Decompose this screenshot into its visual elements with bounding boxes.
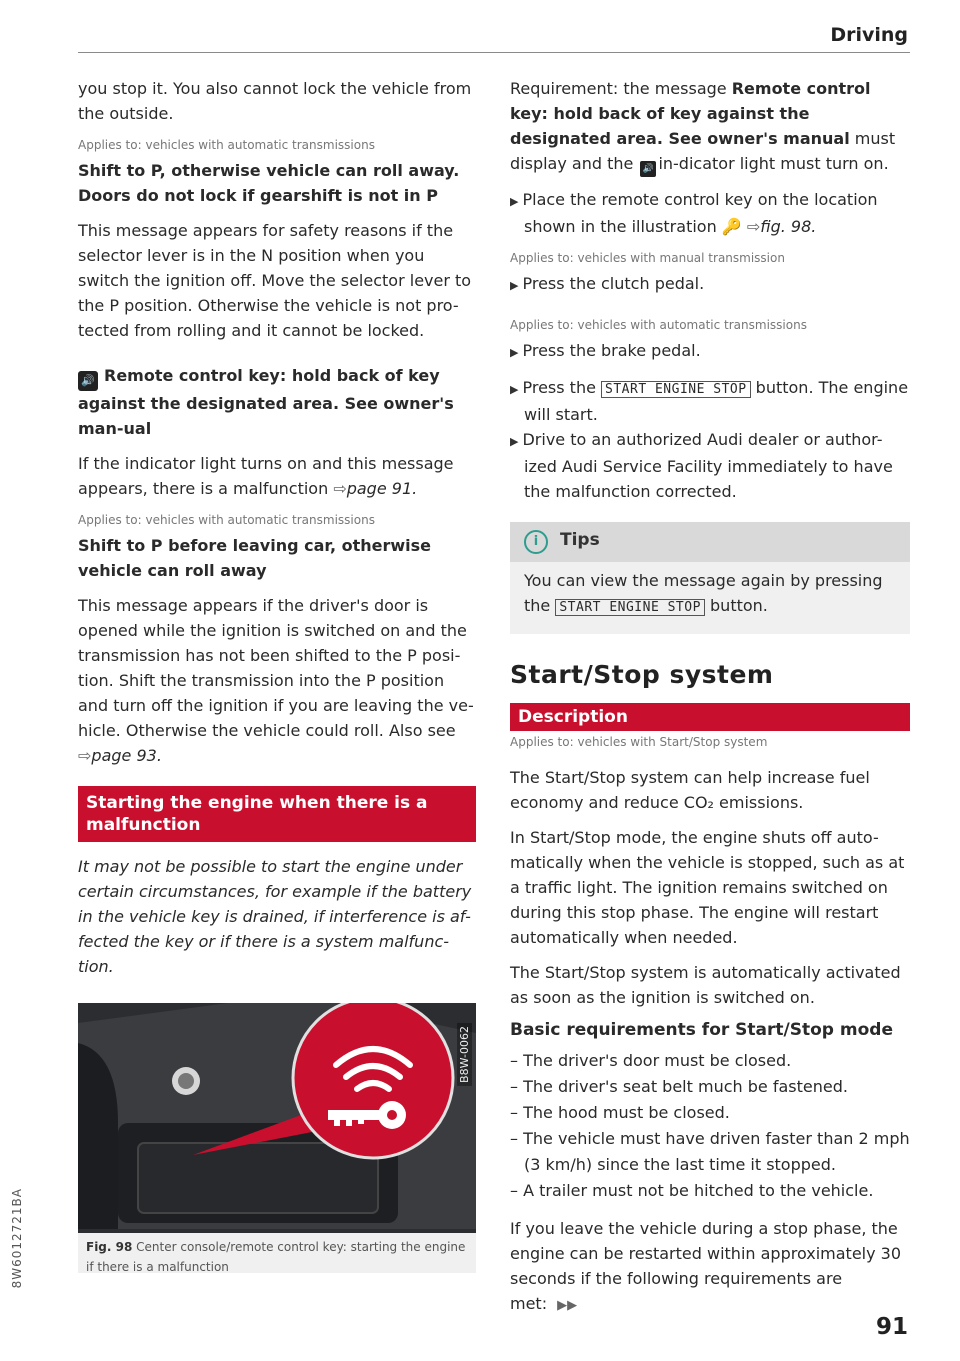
applies-note: Applies to: vehicles with automatic transmissions bbox=[78, 513, 375, 527]
continue-arrow-icon: ▶▶ bbox=[557, 1298, 578, 1313]
left-column bbox=[78, 76, 476, 1273]
applies-note: Applies to: vehicles with manual transmission bbox=[510, 251, 785, 265]
paragraph-leaving-car: This message appears if the driver's door is opened while the ignition is switched on and the transmission has not been shifted to the P posi-tion. Shift the transmission into the P position and turn off the ignition if you are leaving the ve-hicle. Otherwise the vehicle could roll. Also see ⇨page 93. bbox=[78, 596, 474, 765]
message-heading-leaving-car: Shift to P before leaving car, otherwise vehicle can roll away bbox=[78, 536, 431, 580]
arrow-right-icon: ⇨ bbox=[746, 217, 761, 236]
paragraph-remote-key: If the indicator light turns on and this message appears, there is a malfunction ⇨page 91. bbox=[78, 454, 454, 498]
section-heading-malfunction: Starting the engine when there is a malfunction bbox=[78, 786, 476, 842]
step-start-button: ▶ Press the START ENGINE STOP button. The engine will start. bbox=[510, 378, 909, 424]
page-link[interactable]: ⇨page 93. bbox=[78, 746, 162, 765]
triangle-bullet-icon: ▶ bbox=[510, 346, 519, 359]
paragraph-stop-phase: If you leave the vehicle during a stop phase, the engine can be restarted within approximately 30 seconds if the following requirements are met: ▶▶ bbox=[510, 1219, 902, 1313]
tips-body: You can view the message again by pressing the START ENGINE STOP button. bbox=[524, 571, 883, 615]
paragraph-shift-p: This message appears for safety reasons if the selector lever is in the N position when you switch the ignition off. Move the selector lever to the P position. Otherwise the vehicle is not pro-tected from rolling and it cannot be locked. bbox=[78, 221, 472, 340]
right-column bbox=[510, 76, 910, 1328]
key-signal-icon: 🔊 bbox=[640, 161, 656, 177]
triangle-bullet-icon: ▶ bbox=[510, 279, 519, 292]
start-engine-stop-key: START ENGINE STOP bbox=[555, 599, 705, 616]
subheading-requirements: Basic requirements for Start/Stop mode bbox=[510, 1020, 893, 1040]
section-title: Driving bbox=[830, 24, 908, 46]
message-heading-remote-key: 🔊 Remote control key: hold back of key against the designated area. See owner's man-ual bbox=[78, 366, 454, 438]
key-signal-small-icon: 🔑 bbox=[721, 217, 742, 236]
page-link[interactable]: ⇨page 91. bbox=[333, 479, 418, 498]
arrow-right-icon: ⇨ bbox=[78, 746, 92, 765]
list-item: – The vehicle must have driven faster than 2 mph (3 km/h) since the last time it stopped. bbox=[510, 1129, 910, 1174]
info-icon: i bbox=[524, 530, 548, 554]
figure-98 bbox=[78, 1003, 476, 1273]
step-place-key: ▶ Place the remote control key on the location shown in the illustration 🔑 ⇨fig. 98. bbox=[510, 190, 878, 236]
header-rule bbox=[78, 52, 910, 53]
figure-code: B8W-0062 bbox=[457, 1023, 472, 1086]
step-dealer: ▶ Drive to an authorized Audi dealer or author-ized Audi Service Facility immediately to have the malfunction corrected. bbox=[510, 430, 893, 501]
console-illustration bbox=[78, 1003, 476, 1229]
tips-box bbox=[510, 522, 910, 634]
triangle-bullet-icon: ▶ bbox=[510, 195, 519, 208]
applies-note: Applies to: vehicles with automatic transmissions bbox=[510, 318, 807, 332]
step-clutch: ▶ Press the clutch pedal. bbox=[510, 274, 705, 293]
tips-header: i Tips bbox=[510, 522, 910, 562]
list-item: – The driver's seat belt much be fastened. bbox=[510, 1077, 848, 1096]
figure-caption: Fig. 98 Center console/remote control key: starting the engine if there is a malfunction bbox=[78, 1233, 476, 1273]
paragraph-stop-mode: In Start/Stop mode, the engine shuts off auto-matically when the vehicle is stopped, such as at a traffic light. The ignition remains switched on during this stop phase. The engine will restart automatically when needed. bbox=[510, 828, 905, 947]
message-heading-shift-p: Shift to P, otherwise vehicle can roll away. Doors do not lock if gearshift is not in P bbox=[78, 161, 460, 205]
applies-note: Applies to: vehicles with Start/Stop system bbox=[510, 735, 768, 749]
figure-link[interactable]: ⇨fig. 98. bbox=[746, 217, 817, 236]
triangle-bullet-icon: ▶ bbox=[510, 435, 519, 448]
list-item: – The hood must be closed. bbox=[510, 1103, 730, 1122]
requirements-list bbox=[510, 1048, 910, 1204]
requirement-paragraph: Requirement: the message Remote control key: hold back of key against the designated area. See owner's manual must display and the 🔊 in-dicator light must turn on. bbox=[510, 76, 910, 177]
start-engine-stop-key: START ENGINE STOP bbox=[601, 381, 751, 398]
list-item: – The driver's door must be closed. bbox=[510, 1051, 792, 1070]
triangle-bullet-icon: ▶ bbox=[510, 383, 519, 396]
intro-paragraph: It may not be possible to start the engine under certain circumstances, for example if the battery in the vehicle key is drained, if interference is af-fected the key or if there is a system malfunc-tion. bbox=[78, 857, 472, 976]
paragraph-fuel: The Start/Stop system can help increase fuel economy and reduce CO₂ emissions. bbox=[510, 768, 870, 812]
key-signal-icon: 🔊 bbox=[78, 371, 98, 391]
arrow-right-icon: ⇨ bbox=[333, 479, 347, 498]
section-heading-description: Description bbox=[510, 703, 910, 731]
list-item: – A trailer must not be hitched to the vehicle. bbox=[510, 1181, 874, 1200]
page-number: 91 bbox=[875, 1314, 908, 1340]
continued-paragraph: you stop it. You also cannot lock the vehicle from the outside. bbox=[78, 79, 472, 123]
document-code: 8W6012721BA bbox=[10, 1188, 24, 1289]
step-brake: ▶ Press the brake pedal. bbox=[510, 341, 701, 360]
paragraph-activation: The Start/Stop system is automatically activated as soon as the ignition is switched on. bbox=[510, 963, 901, 1007]
applies-note: Applies to: vehicles with automatic transmissions bbox=[78, 138, 375, 152]
chapter-heading: Start/Stop system bbox=[510, 660, 774, 689]
